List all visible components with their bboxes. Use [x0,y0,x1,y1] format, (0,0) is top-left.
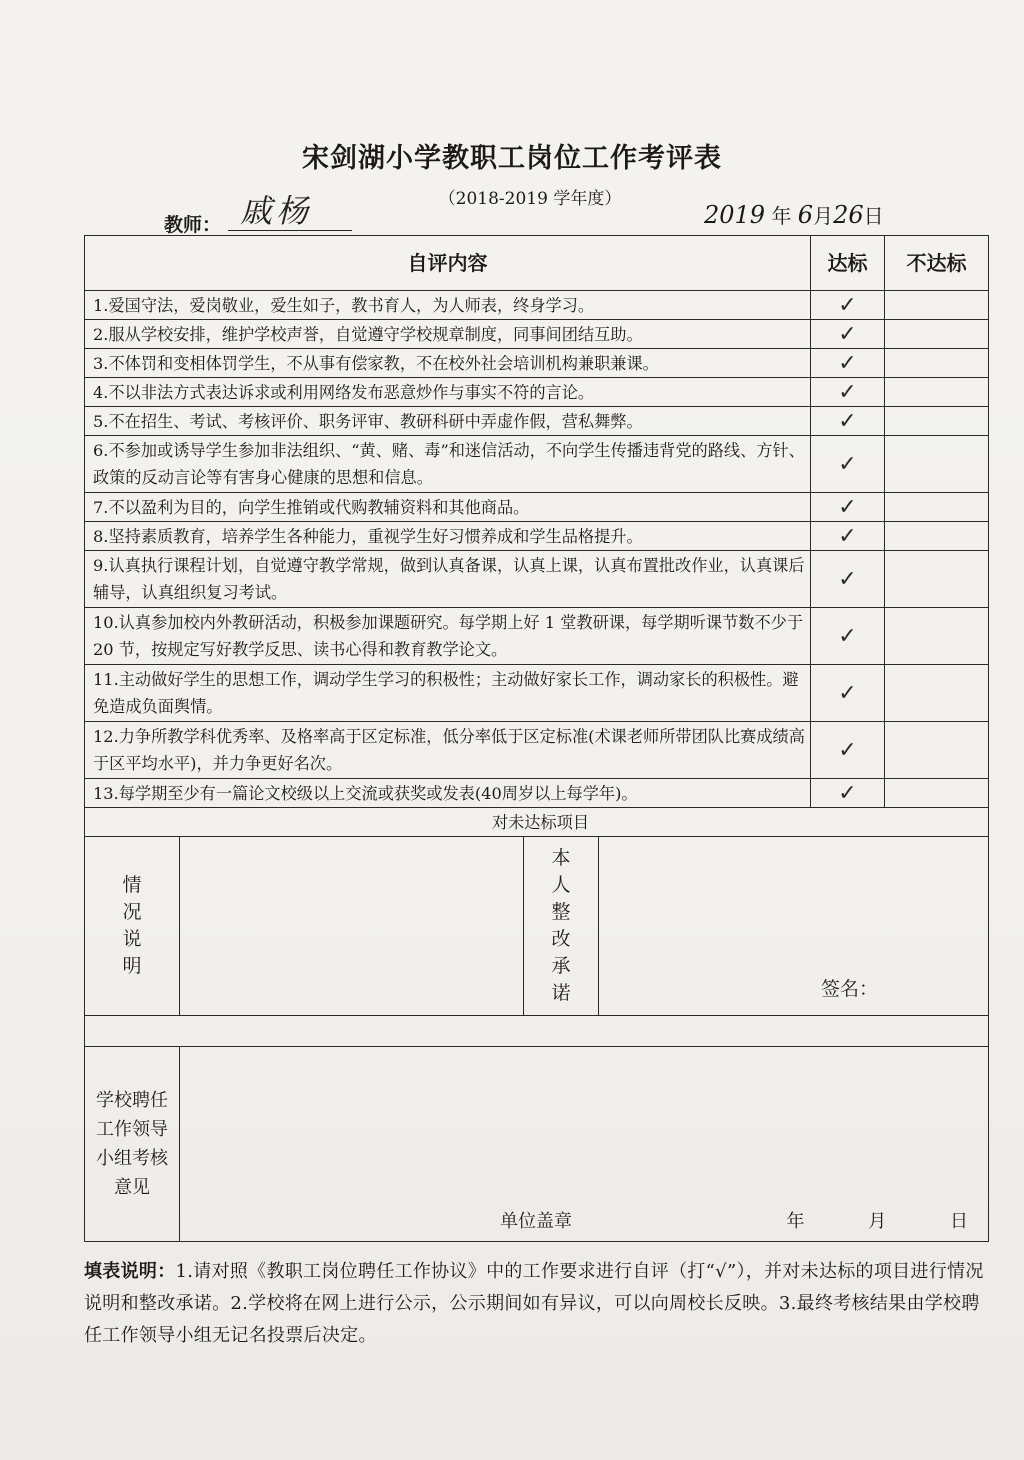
pass-check: ✓ [811,407,885,436]
date-year: 2019 [704,201,766,229]
date-month-unit: 月 [813,204,834,228]
promise-label [524,837,599,1016]
pass-check: ✓ [811,722,885,779]
fail-cell [885,665,989,722]
fail-cell [885,378,989,407]
table-row [85,608,989,665]
item-text: 3.不体罚和变相体罚学生，不从事有偿家教，不在校外社会培训机构兼职兼课。 [85,349,811,378]
leader-opinion-row [85,1047,989,1242]
table-header-row [85,236,989,291]
pass-check: ✓ [811,349,885,378]
table-row [85,722,989,779]
fail-cell [885,551,989,608]
item-text: 2.服从学校安排，维护学校声誉，自觉遵守学校规章制度，同事间团结互助。 [85,320,811,349]
table-row [85,551,989,608]
pass-check: ✓ [811,522,885,551]
sign-label: 签名： [820,978,878,1000]
fail-cell [885,407,989,436]
approval-year-label: 年 [786,1211,805,1232]
table-row [85,291,989,320]
pass-check: ✓ [811,608,885,665]
approval-date [729,1208,968,1235]
unmet-title: 对未达标项目 [85,808,989,837]
fail-cell [885,522,989,551]
date-month: 6 [797,201,814,229]
evaluation-table [84,235,989,1242]
item-text: 12.力争所教学科优秀率、及格率高于区定标准，低分率低于区定标准(术课老师所带团队比赛成绩高于区平均水平)，并力争更好名次。 [85,722,811,779]
situation-label-text: 情况说明 [122,874,142,977]
approval-month-label: 月 [868,1211,887,1232]
pass-check: ✓ [811,320,885,349]
fail-cell [885,779,989,808]
situation-row [85,837,989,1016]
pass-check: ✓ [811,779,885,808]
fail-cell [885,436,989,493]
pass-check: ✓ [811,378,885,407]
promise-label-text: 本人整改承诺 [551,847,571,1004]
item-text: 5.不在招生、考试、考核评价、职务评审、教研科研中弄虚作假，营私舞弊。 [85,407,811,436]
item-text: 7.不以盈利为目的，向学生推销或代购教辅资料和其他商品。 [85,493,811,522]
spacer-cell [85,1016,989,1047]
item-text: 9.认真执行课程计划，自觉遵守教学常规，做到认真备课，认真上课，认真布置批改作业，认真课后辅导，认真组织复习考试。 [85,551,811,608]
item-text: 4.不以非法方式表达诉求或利用网络发布恶意炒作与事实不符的言论。 [85,378,811,407]
fail-cell [885,291,989,320]
item-text: 8.坚持素质教育，培养学生各种能力，重视学生好习惯养成和学生品格提升。 [85,522,811,551]
leader-opinion-input[interactable] [180,1047,989,1242]
situation-label [85,837,180,1016]
item-text: 13.每学期至少有一篇论文校级以上交流或获奖或发表(40周岁以上每学年)。 [85,779,811,808]
header-content: 自评内容 [85,236,811,291]
pass-check: ✓ [811,436,885,493]
table-row [85,436,989,493]
fail-cell [885,493,989,522]
table-row [85,665,989,722]
notes-text: 1.请对照《教职工岗位聘任工作协议》中的工作要求进行自评（打“√”），并对未达标的项目进行情况说明和整改承诺。2.学校将在网上进行公示，公示期间如有异议，可以向周校长反映。3.最终考核结果由学校聘任工作领导小组无记名投票后决定。 [84,1261,984,1346]
leader-label-text: 学校聘任工作领导小组考核意见 [95,1090,168,1198]
date-day: 26 [833,201,864,229]
form-notes [84,1256,994,1352]
form-subtitle: （2018-2019 学年度） [438,189,622,209]
item-text: 11.主动做好学生的思想工作，调动学生学习的积极性；主动做好家长工作，调动家长的积极性。避免造成负面舆情。 [85,665,811,722]
fail-cell [885,320,989,349]
table-row [85,493,989,522]
teacher-label: 教师： [164,214,222,236]
table-row [85,407,989,436]
promise-input[interactable] [599,837,989,1016]
spacer-row [85,1016,989,1047]
pass-check: ✓ [811,291,885,320]
seal-label: 单位盖章 [500,1211,572,1232]
table-row [85,779,989,808]
item-text: 1.爱国守法，爱岗敬业，爱生如子，教书育人，为人师表，终身学习。 [85,291,811,320]
teacher-name: 戚杨 [240,192,313,230]
table-row [85,522,989,551]
notes-heading: 填表说明： [84,1261,176,1282]
table-row [85,378,989,407]
form-date [704,200,884,229]
fail-cell [885,608,989,665]
date-day-unit: 日 [863,204,884,228]
header-fail: 不达标 [885,236,989,291]
date-year-unit: 年 [771,204,792,228]
unmet-section-row [85,808,989,837]
situation-input[interactable] [180,837,524,1016]
approval-day-label: 日 [950,1211,968,1232]
fail-cell [885,349,989,378]
table-row [85,349,989,378]
pass-check: ✓ [811,551,885,608]
leader-label [85,1047,180,1242]
item-text: 6.不参加或诱导学生参加非法组织、“黄、赌、毒”和迷信活动，不向学生传播违背党的路线、方针、政策的反动言论等有害身心健康的思想和信息。 [85,436,811,493]
table-row [85,320,989,349]
fail-cell [885,722,989,779]
header-pass: 达标 [811,236,885,291]
form-title: 宋剑湖小学教职工岗位工作考评表 [302,143,722,174]
pass-check: ✓ [811,665,885,722]
pass-check: ✓ [811,493,885,522]
item-text: 10.认真参加校内外教研活动，积极参加课题研究。每学期上好 1 堂教研课，每学期听课节数不少于 20 节，按规定写好教学反思、读书心得和教育教学论文。 [85,608,811,665]
